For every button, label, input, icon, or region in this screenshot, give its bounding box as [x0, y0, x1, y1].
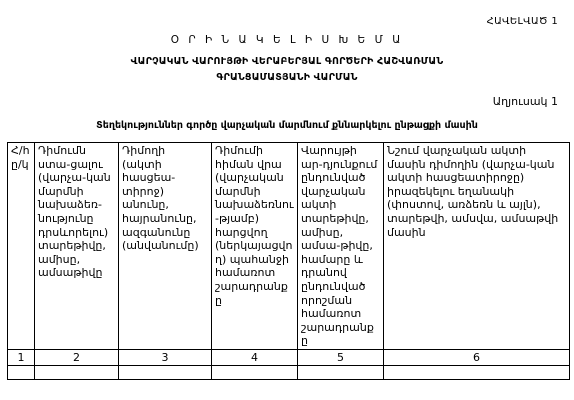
header-cell-application-date: Դիմումն ստա-ցալու (վարչա-կան մարմնի նախաձեռ-նությունը դրսևորելու) տարեթիվը, ամիսը, ամսաթիվը — [35, 143, 119, 350]
appendix-label: ՀԱՎԵԼՎԱԾ 1 — [486, 16, 558, 27]
empty-cell — [298, 365, 384, 379]
column-number-row — [8, 349, 570, 365]
header-cell-notification-note: Նշում վարչական ակտի մասին դիմողին (վարչա-կան ակտի հասցեատիրոջը) իրազեկելու եղանակի (փոստով, առձեռն և այլն), տարեթվի, ամսվա, ամսաթվի մասին — [384, 143, 570, 350]
register-table — [7, 142, 570, 380]
column-number: 1 — [8, 349, 35, 365]
empty-cell — [8, 365, 35, 379]
table-header-row — [8, 143, 570, 350]
column-number: 3 — [119, 349, 212, 365]
header-cell-request-summary: Դիմումի հիման վրա (վարչական մարմնի նախաձեռնու-թյամբ) հարցվող (ներկայացվող) պահանջի համառոտ շարադրանքը — [212, 143, 298, 350]
column-number: 6 — [384, 349, 570, 365]
column-number: 2 — [35, 349, 119, 365]
header-cell-number: Հ/հ ը/կ — [8, 143, 35, 350]
column-number: 5 — [298, 349, 384, 365]
table-number: Աղյուսակ 1 — [492, 95, 558, 108]
table-caption: Տեղեկություններ գործը վարչական մարմնում քննարկելու ընթացքի մասին — [96, 120, 478, 131]
empty-cell — [119, 365, 212, 379]
sample-scheme-title: Օ Ր Ի Ն Ա Կ Ե Լ Ի Ս Խ Ե Մ Ա — [170, 34, 404, 46]
empty-entry-row — [8, 365, 570, 379]
empty-cell — [35, 365, 119, 379]
empty-cell — [384, 365, 570, 379]
register-title-line-2: ԳՐԱՆՑԱՄԱՏՅԱՆԻ ՎԱՐՄԱՆ — [216, 72, 358, 83]
header-cell-applicant-name: Դիմողի (ակտի հասցեա-տիրոջ) անունը, հայրանունը, ազգանունը (անվանումը) — [119, 143, 212, 350]
register-title-line-1: ՎԱՐՉԱԿԱՆ ՎԱՐՈՒՅԹԻ ՎԵՐԱԲԵՐՅԱԼ ԳՈՐԾԵՐԻ ՀԱՇՎԱՌՄԱՆ — [130, 56, 444, 67]
empty-cell — [212, 365, 298, 379]
column-number: 4 — [212, 349, 298, 365]
header-cell-administrative-act: Վարույթի ար-դյունքում ընդունված վարչական ակտի տարեթիվը, ամիսը, ամսա-թիվը, համարը և դրանով ընդունված որոշման համառոտ շարադրանքը — [298, 143, 384, 350]
